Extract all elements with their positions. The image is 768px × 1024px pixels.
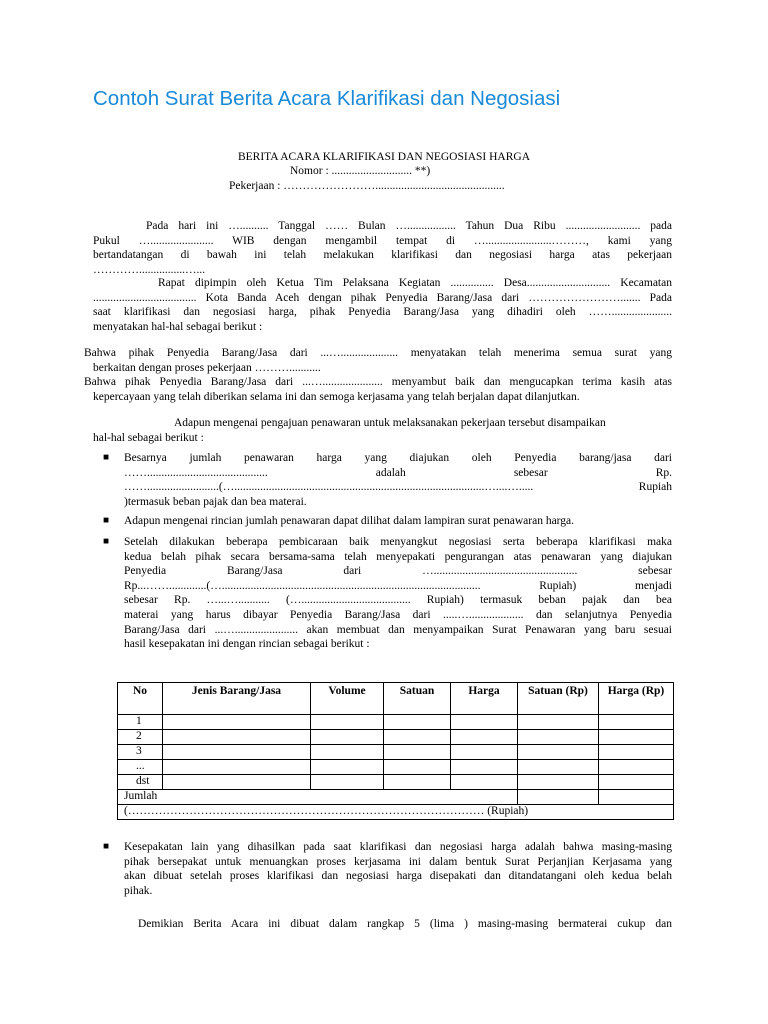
table-cell <box>518 745 599 760</box>
text-line: pihak. <box>124 884 153 897</box>
table-cell <box>518 730 599 745</box>
text-line: Rp...…….............(….......................................................................................... Rupiah) menjadi <box>124 579 672 592</box>
text-line: Adapun mengenai pengajuan penawaran untuk melaksanakan pekerjaan tersebut disampaikan <box>174 417 606 429</box>
text-line: akan dibuat setelah proses klarifikasi dan negosiasi harga disepakati dan ditandatangani oleh kedua belah <box>124 870 672 883</box>
text-line: …….........................(….......................................................................................…....…..... Rupiah <box>124 481 672 494</box>
row-number: 2 <box>118 730 163 745</box>
table-total-row <box>118 790 674 805</box>
text-line: materai yang harus dibayar Penyedia Barang/Jasa dari .....…................... dan selanjutnya Penyedia <box>124 608 672 621</box>
table-cell <box>599 730 674 745</box>
table-cell <box>384 715 451 730</box>
column-header: No <box>118 683 163 715</box>
text-line: )termasuk beban pajak dan bea materai. <box>124 495 307 508</box>
text-line: kedua belah pihak secara bersama-sama telah menyepakati pengurangan atas penawaran yang diajukan <box>124 550 672 563</box>
text-line: Penyedia Barang/Jasa dari ….................................................. sebesar <box>124 565 672 578</box>
table-cell <box>163 775 311 790</box>
row-number: dst <box>118 775 163 790</box>
table-cell <box>518 775 599 790</box>
table-row <box>118 715 674 730</box>
table-cell <box>384 730 451 745</box>
text-line: Pada hari ini ….......... Tanggal …… Bulan …................. Tahun Dua Ribu .......................... pada <box>146 220 672 232</box>
table-cell <box>311 730 384 745</box>
table-cell <box>451 715 518 730</box>
table-cell <box>451 730 518 745</box>
column-header: Satuan <box>384 683 451 715</box>
text-line: .................................... Kota Banda Aceh dengan pihak Penyedia Barang/Jasa dari ……………………....... Pada <box>93 291 672 304</box>
table-cell <box>518 760 599 775</box>
meeting-paragraph <box>93 276 672 334</box>
text-line: Bahwa pihak Penyedia Barang/Jasa dari ...….................... menyatakan telah menerima semua surat yang <box>84 347 672 359</box>
table-cell <box>599 775 674 790</box>
column-header: Harga (Rp) <box>599 683 674 715</box>
bullet-icon: ■ <box>103 452 110 463</box>
text-line: menyatakan hal-hal sebagai berikut : <box>93 320 263 333</box>
bullet-icon: ■ <box>103 536 110 547</box>
bullet-negotiation <box>124 535 672 652</box>
column-header: Satuan (Rp) <box>518 683 599 715</box>
table-cell <box>163 745 311 760</box>
table-cell <box>163 760 311 775</box>
text-line: berkaitan dengan proses pekerjaan ………........... <box>93 361 321 374</box>
offer-paragraph <box>93 416 672 445</box>
page-title: Contoh Surat Berita Acara Klarifikasi dan Negosiasi <box>93 87 561 110</box>
table-cell <box>384 775 451 790</box>
text-line: …………................…... <box>93 263 206 276</box>
text-line: …….......................................... adalah sebesar Rp. <box>124 466 672 479</box>
table-terbilang-row <box>118 805 674 820</box>
text-line: kepercayaan yang telah diberikan selama ini dan semoga kerjasama yang telah berjalan dapat dilanjutkan. <box>93 390 580 403</box>
table-row <box>118 745 674 760</box>
bullet-offer-details: Adapun mengenai rincian jumlah penawaran dapat dilihat dalam lampiran surat penawaran harga. <box>124 515 575 527</box>
table-cell <box>384 760 451 775</box>
text-line: Bahwa pihak Penyedia Barang/Jasa dari ...…..................... menyambut baik dan mengucapkan terima kasih atas <box>84 376 672 388</box>
column-header: Volume <box>311 683 384 715</box>
text-line: hasil kesepakatan ini dengan rincian sebagai berikut : <box>124 638 370 651</box>
table-cell <box>451 760 518 775</box>
table-cell <box>311 745 384 760</box>
table-header-row <box>118 683 674 715</box>
table-cell <box>311 760 384 775</box>
closing-paragraph <box>138 917 672 932</box>
text-line: Kesepakatan lain yang dihasilkan pada saat klarifikasi dan negosiasi harga adalah bahwa masing-masing <box>124 841 672 853</box>
text-line: saat klarifikasi dan negosiasi harga, pihak Penyedia Barang/Jasa yang dihadiri oleh ……..................... <box>93 306 672 319</box>
text-line: Barang/Jasa dari ...…...................... akan membuat dan menyampaikan Surat Penawaran yang baru sesuai <box>124 623 672 636</box>
table-cell <box>599 715 674 730</box>
table-cell <box>451 775 518 790</box>
table-cell <box>451 745 518 760</box>
text-line: sebesar Rp. …...…........... (…...................................... Rupiah) termasuk beban pajak dan bea <box>124 594 672 607</box>
table-row <box>118 730 674 745</box>
table-cell <box>311 715 384 730</box>
table-cell <box>599 745 674 760</box>
row-number: 3 <box>118 745 163 760</box>
text-line: hal-hal sebagai berikut : <box>93 431 204 444</box>
amount-in-words: (………………………………………………………………………………… (Rupiah) <box>118 805 674 820</box>
table-cell <box>599 790 674 805</box>
table-row <box>118 775 674 790</box>
table-cell <box>163 715 311 730</box>
text-line: Pukul …...................... WIB dengan mengambil tempat di ….......................………, kami yang <box>93 234 672 247</box>
text-line: pihak bersepakat untuk menuangkan proses kerjasama ini dalam bentuk Surat Perjanjian Kerjasama yang <box>124 855 672 868</box>
table-cell <box>163 730 311 745</box>
column-header: Harga <box>451 683 518 715</box>
table-cell <box>518 715 599 730</box>
bullet-icon: ■ <box>103 841 110 852</box>
column-header: Jenis Barang/Jasa <box>163 683 311 715</box>
text-line: Demikian Berita Acara ini dibuat dalam rangkap 5 (lima ) masing-masing bermaterai cukup dan <box>138 918 672 930</box>
bullet-other-agreement <box>124 840 672 898</box>
price-table <box>117 682 674 820</box>
opening-paragraph <box>93 219 672 277</box>
table-cell <box>518 790 599 805</box>
bullet-offer-amount <box>124 451 672 509</box>
text-line: Besarnya jumlah penawaran harga yang diajukan oleh Penyedia barang/jasa dari <box>124 452 672 464</box>
row-number: ... <box>118 760 163 775</box>
document-heading: BERITA ACARA KLARIFIKASI DAN NEGOSIASI HARGA <box>237 151 531 163</box>
total-label: Jumlah <box>118 790 518 805</box>
nomor-line: Nomor : ............................ **) <box>290 165 431 177</box>
statement-2 <box>84 375 672 404</box>
table-cell <box>384 745 451 760</box>
pekerjaan-line: Pekerjaan : ……………………............................................. <box>229 180 505 192</box>
row-number: 1 <box>118 715 163 730</box>
text-line: bertandatangan di bawah ini telah melakukan klarifikasi dan negosiasi harga atas pekerjaan <box>93 249 672 262</box>
bullet-icon: ■ <box>103 515 110 526</box>
text-line: Setelah dilakukan beberapa pembicaraan baik menyangkut negosiasi serta beberapa klarifikasi maka <box>124 536 672 548</box>
table-cell <box>311 775 384 790</box>
table-row <box>118 760 674 775</box>
text-line: Rapat dipimpin oleh Ketua Tim Pelaksana Kegiatan ............... Desa............................. Kecamatan <box>158 277 672 289</box>
statement-1 <box>84 346 672 375</box>
table-cell <box>599 760 674 775</box>
